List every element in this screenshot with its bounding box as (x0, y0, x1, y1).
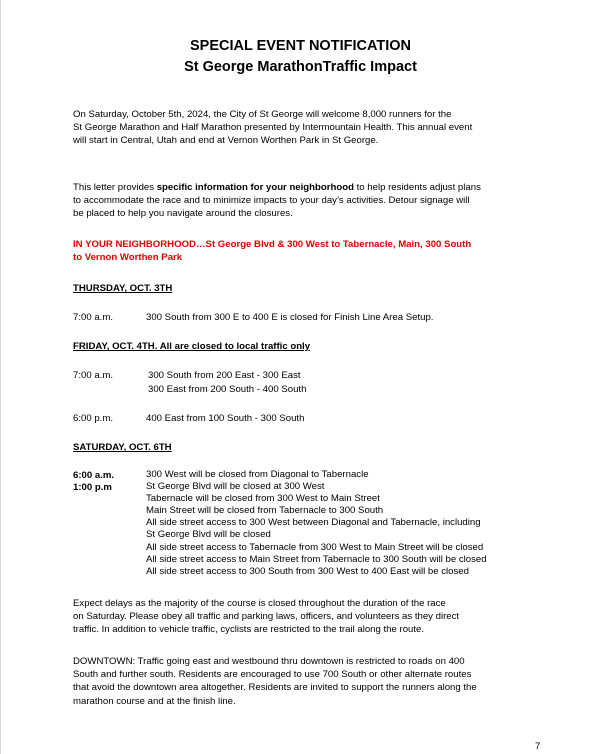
saturday-closure-line: Main Street will be closed from Tabernacle to 300 South (146, 505, 384, 517)
saturday-closure-line: All side street access to Main Street from Tabernacle to 300 South will be closed (146, 553, 487, 565)
delays-line: traffic. In addition to vehicle traffic, cyclists are restricted to the trail along the route. (73, 624, 425, 636)
thursday-heading: THURSDAY, OCT. 3TH (73, 283, 173, 294)
saturday-time-1: 6:00 a.m. (73, 470, 115, 481)
intro-line: On Saturday, October 5th, 2024, the City of St George will welcome 8,000 runners for the (73, 109, 452, 120)
downtown-line: South and further south. Residents are encouraged to use 700 South or other alternate routes (73, 669, 472, 681)
saturday-closure-line: 300 West will be closed from Diagonal to Tabernacle (146, 469, 369, 480)
saturday-closure-line: All side street access to 300 West between Diagonal and Tabernacle, including (146, 517, 481, 529)
intro-paragraph (73, 108, 543, 147)
friday-closure-1b: 300 East from 200 South - 400 South (148, 384, 307, 395)
saturday-closure-line: St George Blvd will be closed at 300 West (146, 481, 325, 493)
delays-line: on Saturday. Please obey all traffic and parking laws, officers, and volunteers as they direct (73, 611, 460, 623)
letter-line-2: to accommodate the race and to minimize impacts to your day’s activities. Detour signage will (73, 195, 470, 206)
intro-line: St George Marathon and Half Marathon presented by Intermountain Health. This annual event (73, 122, 473, 133)
friday-time-1: 7:00 a.m. (73, 370, 113, 381)
saturday-closure-line: All side street access to 300 South from 300 West to 400 East will be closed (146, 565, 469, 577)
letter-line-3: be placed to help you navigate around the closures. (73, 208, 293, 219)
downtown-line: DOWNTOWN: Traffic going east and westbound thru downtown is restricted to roads on 400 (73, 656, 465, 667)
saturday-closure-line: All side street access to Tabernacle from 300 West to Main Street will be closed (146, 541, 484, 553)
neighborhood-line-1: IN YOUR NEIGHBORHOOD…St George Blvd & 300 West to Tabernacle, Main, 300 South (73, 239, 472, 250)
intro-line: will start in Central, Utah and end at Vernon Worthen Park in St George. (73, 135, 379, 146)
document-subtitle: St George MarathonTraffic Impact (184, 59, 417, 75)
downtown-line: marathon course and at the finish line. (73, 695, 236, 707)
letter-line-1: This letter provides specific information for your neighborhood to help residents adjust plans (73, 182, 481, 193)
delays-line: Expect delays as the majority of the course is closed throughout the duration of the race (73, 598, 446, 609)
friday-time-2: 6:00 p.m. (73, 413, 113, 424)
neighborhood-line-2: to Vernon Worthen Park (73, 252, 183, 263)
downtown-line: that avoid the downtown area altogether. Residents are invited to support the runners along the (73, 682, 477, 694)
saturday-closure-line: St George Blvd will be closed (146, 529, 271, 541)
downtown-paragraph (73, 655, 543, 708)
friday-closure-2: 400 East from 100 South - 300 South (146, 413, 305, 424)
delays-paragraph (73, 597, 543, 637)
friday-heading: FRIDAY, OCT. 4TH. All are closed to local traffic only (73, 341, 311, 352)
page-number: 7 (535, 741, 541, 752)
saturday-time-2: 1:00 p.m (73, 482, 112, 493)
neighborhood-alert (73, 238, 543, 264)
document-title: SPECIAL EVENT NOTIFICATION (189, 38, 411, 54)
letter-paragraph (73, 181, 543, 220)
saturday-heading: SATURDAY, OCT. 6TH (73, 442, 172, 453)
thursday-closure: 300 South from 300 E to 400 E is closed for Finish Line Area Setup. (146, 312, 434, 323)
saturday-closures (146, 469, 546, 578)
letter-emphasis: specific information for your neighborhood (156, 182, 354, 193)
saturday-closure-line: Tabernacle will be closed from 300 West to Main Street (146, 493, 380, 505)
friday-closure-1a: 300 South from 200 East - 300 East (148, 370, 301, 381)
thursday-time: 7:00 a.m. (73, 312, 113, 323)
